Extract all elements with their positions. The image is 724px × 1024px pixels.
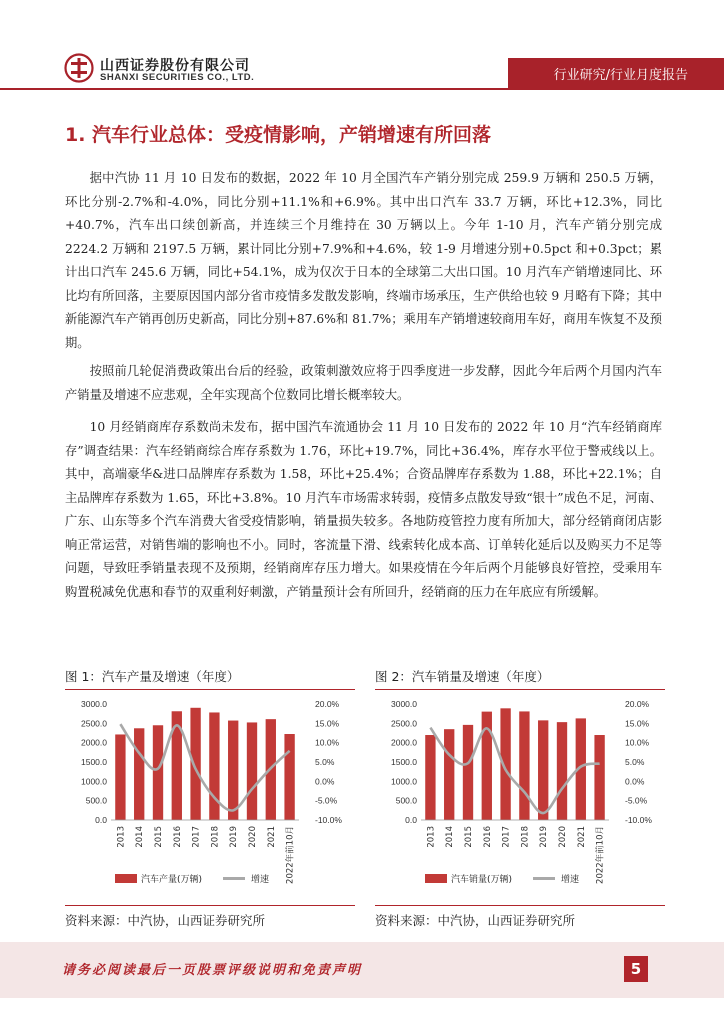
y-tick-label-left: 500.0 [85, 795, 107, 806]
report-type-banner [508, 58, 724, 88]
y-tick-label-left: 2500.0 [81, 718, 107, 729]
bar-2014 [444, 729, 454, 820]
paragraph-1 [65, 167, 662, 355]
company-name-en: SHANXI SECURITIES CO., LTD. [100, 72, 255, 83]
y-tick-label-left: 3000.0 [81, 699, 107, 709]
x-tick-label: 2022年前10月 [285, 826, 296, 884]
company-name-cn: 山西证券股份有限公司 [100, 58, 250, 74]
page-number: 5 [624, 956, 648, 982]
x-tick-label: 2020 [248, 826, 258, 848]
figure-1-chart [65, 692, 355, 902]
x-tick-label: 2019 [229, 826, 240, 848]
figure-2-top-rule [375, 689, 665, 690]
figure-2-caption: 图 2：汽车销量及增速（年度） [375, 669, 550, 684]
y-tick-label-left: 1000.0 [81, 776, 107, 787]
y-tick-label-right: 0.0% [315, 776, 335, 787]
footer-disclaimer: 请务必阅读最后一页股票评级说明和免责声明 [62, 963, 363, 978]
y-tick-label-right: 5.0% [625, 757, 645, 767]
y-tick-label-right: -5.0% [315, 795, 338, 806]
x-tick-label: 2016 [172, 826, 183, 848]
y-tick-label-right: 20.0% [625, 699, 650, 709]
bar-2015 [463, 725, 473, 820]
legend-label-bar: 汽车产量(万辆) [141, 875, 203, 885]
y-tick-label-right: 5.0% [315, 757, 335, 767]
figure-1-source: 资料来源：中汽协，山西证券研究所 [65, 913, 266, 928]
x-tick-label: 2022年前10月 [595, 826, 606, 884]
y-tick-label-right: -10.0% [625, 815, 652, 825]
growth-line [430, 728, 599, 813]
bar-2022年前10月 [284, 734, 294, 820]
x-tick-label: 2013 [426, 826, 437, 848]
bar-2019 [538, 720, 548, 820]
y-tick-label-left: 500.0 [395, 795, 417, 806]
y-tick-label-right: 15.0% [315, 718, 340, 729]
y-tick-label-right: -5.0% [625, 795, 648, 806]
growth-line [120, 724, 289, 810]
y-tick-label-left: 2000.0 [81, 737, 107, 748]
y-tick-label-left: 0.0 [95, 815, 107, 825]
y-tick-label-right: 10.0% [625, 737, 650, 748]
x-tick-label: 2014 [445, 826, 456, 848]
figure-2-bottom-rule [375, 905, 665, 906]
x-tick-label: 2016 [482, 826, 493, 848]
paragraph-text: 10 月经销商库存系数尚未发布，据中国汽车流通协会 11 月 10 日发布的 2022 年 10 月“汽车经销商库存”调查结果：汽车经销商综合库存系数为 1.76，环比+19.7%，同比+36.4%，库存水平位于警戒线以上。其中，高端豪华&进口品牌库存系数为 1.58，环比+25.4%；合资品牌库存系数为 1.88，环比+22.1%；自主品牌库存系数为 1.65，环比+3.8%。10 月汽车市场需求转弱，疫情多点散发导致“银十”成色不足，河南、广东、山东等多个汽车消费大省受疫情影响，销量损失较多。各地防疫管控力度有所加大，部分经销商闭店影响正常运营，对销售端的影响也不小。同时，客流量下滑、线索转化成本高、订单转化延后以及购买力不足等问题，导致旺季销量表现不及预期，经销商库存压力增大。如果疫情在今年后两个月能够良好管控，受乘用车购置税减免优惠和春节的双重利好刺激，产销量预计会有所回升，经销商的压力在年底应有所缓解。 [65, 420, 662, 599]
legend-swatch-bar [425, 874, 447, 883]
bar-2014 [134, 728, 144, 820]
bar-2015 [153, 725, 163, 820]
y-tick-label-left: 2000.0 [391, 737, 417, 748]
x-tick-label: 2015 [464, 826, 474, 848]
legend-label-line: 增速 [561, 875, 580, 885]
bar-2013 [115, 734, 125, 820]
bar-2018 [209, 712, 219, 820]
header-divider [0, 88, 724, 90]
x-tick-label: 2013 [116, 826, 127, 848]
report-type-label: 行业研究/行业月度报告 [553, 68, 688, 83]
bar-2017 [190, 708, 200, 820]
y-tick-label-left: 2500.0 [391, 718, 417, 729]
x-tick-label: 2021 [576, 826, 587, 848]
paragraph-2 [65, 360, 662, 407]
company-logo-icon [64, 53, 94, 83]
y-tick-label-right: -10.0% [315, 815, 342, 825]
paragraph-3 [65, 416, 662, 604]
y-tick-label-left: 3000.0 [391, 699, 417, 709]
x-tick-label: 2015 [154, 826, 164, 848]
y-tick-label-left: 0.0 [405, 815, 417, 825]
y-tick-label-left: 1000.0 [391, 776, 417, 787]
legend-label-bar: 汽车销量(万辆) [451, 875, 513, 885]
section-title: 1. 汽车行业总体：受疫情影响，产销增速有所回落 [65, 124, 492, 146]
y-tick-label-right: 15.0% [625, 718, 650, 729]
bar-2018 [519, 711, 529, 820]
bar-2013 [425, 735, 435, 820]
bar-2019 [228, 721, 238, 820]
figure-2-chart [375, 692, 665, 902]
figure-1-bottom-rule [65, 905, 355, 906]
figure-2-source: 资料来源：中汽协，山西证券研究所 [375, 913, 576, 928]
x-tick-label: 2018 [520, 826, 531, 848]
x-tick-label: 2019 [539, 826, 550, 848]
y-tick-label-left: 1500.0 [391, 757, 417, 767]
bar-2020 [557, 722, 567, 820]
x-tick-label: 2017 [501, 826, 512, 848]
legend-label-line: 增速 [251, 875, 270, 885]
report-header [0, 0, 724, 92]
paragraph-text: 按照前几轮促消费政策出台后的经验，政策刺激效应将于四季度进一步发酵，因此今年后两个月国内汽车产销量及增速不应悲观，全年实现高个位数同比增长概率较大。 [65, 364, 662, 402]
legend-swatch-bar [115, 874, 137, 883]
paragraph-text: 据中汽协 11 月 10 日发布的数据，2022 年 10 月全国汽车产销分别完成 259.9 万辆和 250.5 万辆，环比分别-2.7%和-4.0%，同比分别+11.1%和+6.9%。其中出口汽车 33.7 万辆，环比+12.3%，同比+40.7%，汽车出口续创新高，并连续三个月维持在 30 万辆以上。今年 1-10 月，汽车产销分别完成 2224.2 万辆和 2197.5 万辆，累计同比分别+7.9%和+4.6%，较 1-9 月增速分别+0.5pct 和+0.3pct；累计出口汽车 245.6 万辆，同比+54.1%，成为仅次于日本的全球第二大出口国。10 月汽车产销增速同比、环比均有所回落，主要原因国内部分省市疫情多发散发影响，终端市场承压，生产供给也较 9 月略有下降；其中新能源汽车产销再创历史新高，同比分别+87.6%和 81.7%；乘用车产销增速较商用车好，商用车恢复不及预期。 [65, 171, 662, 350]
figure-1-caption: 图 1：汽车产量及增速（年度） [65, 669, 240, 684]
y-tick-label-right: 10.0% [315, 737, 340, 748]
figure-1-top-rule [65, 689, 355, 690]
bar-2020 [247, 722, 257, 820]
x-tick-label: 2021 [266, 826, 277, 848]
y-tick-label-right: 0.0% [625, 776, 645, 787]
y-tick-label-left: 1500.0 [81, 757, 107, 767]
y-tick-label-right: 20.0% [315, 699, 340, 709]
x-tick-label: 2017 [191, 826, 202, 848]
bar-2022年前10月 [594, 735, 604, 820]
x-tick-label: 2014 [135, 826, 146, 848]
x-tick-label: 2020 [558, 826, 568, 848]
x-tick-label: 2018 [210, 826, 221, 848]
